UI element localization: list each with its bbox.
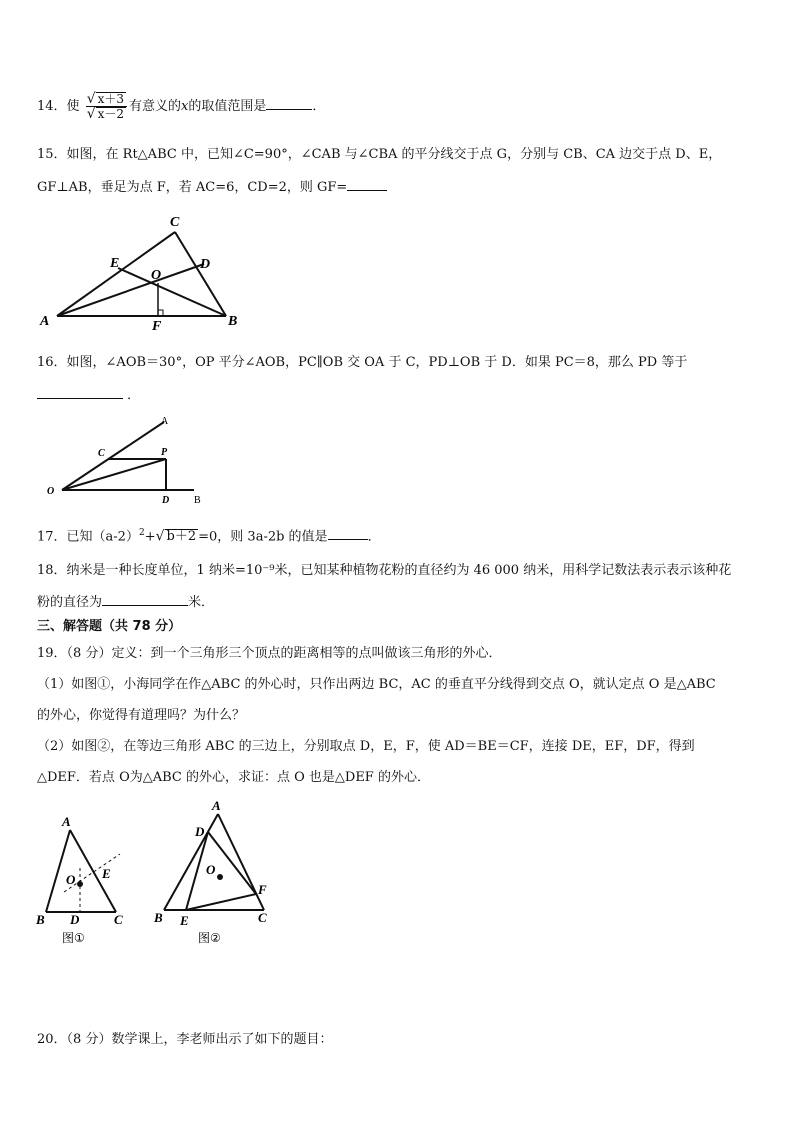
- question-20-line1: 20．（8 分）数学课上，李老师出示了如下的题目：: [37, 1032, 333, 1047]
- q16-label-d: D: [162, 495, 170, 506]
- fig2-label-f: F: [258, 882, 267, 897]
- q14-numerator: x＋3: [97, 92, 125, 106]
- question-15-line2: GF⊥AB，垂足为点 F，若 AC=6，CD=2，则 GF=: [37, 178, 387, 196]
- fig2-label-o: O: [206, 862, 216, 877]
- q14-text2: 的取值范围是: [188, 99, 267, 114]
- question-14: 14．使 $\frac{√ x+3}{√ x-2}$ 有意义的x的取值范围是 ．: [37, 91, 326, 122]
- q16-answer-blank[interactable]: [37, 386, 123, 399]
- question-17: 17．已知$(a-2)^2+√$ b＋2 =0，则 3a-2b 的值是 ．: [37, 528, 381, 545]
- section-3-heading: 三、解答题（共 78 分）: [37, 619, 182, 634]
- q15-answer-blank[interactable]: [347, 178, 387, 191]
- q15-label-b: B: [228, 314, 238, 329]
- fig2-label-d: D: [195, 824, 205, 839]
- question-18-line1: 18．纳米是一种长度单位，1 纳米=10⁻⁹米，已知某种植物花粉的直径约为 46 000 纳米，用科学记数法表示表示该种花: [37, 563, 732, 578]
- q17-exponent: 2: [138, 528, 145, 538]
- q14-text: 有意义的: [129, 99, 182, 114]
- q16-label-o: O: [47, 486, 55, 497]
- q15-label-f: F: [152, 319, 162, 334]
- q16-figure: [44, 412, 214, 507]
- fig1-label-c: C: [114, 912, 123, 927]
- q14-denominator: x－2: [97, 107, 125, 121]
- q15-label-c: C: [170, 215, 180, 230]
- q15-label-d: D: [200, 257, 211, 272]
- q14-number: 14．使: [37, 99, 80, 114]
- q16-label-b: B: [194, 495, 201, 506]
- question-19-line1: 19．（8 分）定义：到一个三角形三个顶点的距离相等的点叫做该三角形的外心．: [37, 646, 502, 661]
- fig1-caption: 图①: [62, 931, 85, 945]
- question-19-line5: △DEF．若点 O为△ABC 的外心，求证：点 O 也是△DEF 的外心．: [37, 770, 430, 785]
- q15-label-e: E: [110, 256, 120, 271]
- q18-answer-blank[interactable]: [102, 593, 188, 606]
- q15-label-o: O: [151, 268, 162, 283]
- fig2-caption: 图②: [198, 931, 221, 945]
- fig1-label-o: O: [66, 872, 76, 887]
- question-19-line4: （2）如图②，在等边三角形 ABC 的三边上，分别取点 D，E，F，使 AD＝BE＝CF，连接 DE，EF，DF，得到: [37, 739, 695, 754]
- q17-radicand: b＋2: [166, 529, 197, 545]
- q14-answer-blank[interactable]: [266, 97, 312, 110]
- fig2-label-e: E: [180, 913, 189, 928]
- q19-figure-1: [34, 812, 134, 952]
- fig1-label-b: B: [36, 912, 45, 927]
- fig2-label-a: A: [212, 798, 221, 813]
- question-18-line2: 粉的直径为 米．: [37, 595, 215, 610]
- question-15-line1: 15．如图，在 Rt△ABC 中，已知∠C=90°，∠CAB 与∠CBA 的平分线交于点 G，分别与 CB、CA 边交于点 D、E，: [37, 147, 722, 162]
- question-19-line3: 的外心，你觉得有道理吗？为什么？: [37, 708, 246, 723]
- fig1-label-e: E: [102, 866, 111, 881]
- fig1-label-d: D: [70, 912, 80, 927]
- q16-label-a: A: [161, 416, 169, 427]
- q15-figure: [36, 212, 266, 332]
- q14-var: x: [181, 99, 189, 114]
- q14-fraction: $\frac{√ x+3}{√ x-2}$: [86, 92, 127, 121]
- q17-answer-blank[interactable]: [328, 527, 368, 540]
- q19-figure-2: [150, 798, 280, 948]
- fig1-label-a: A: [62, 814, 71, 829]
- q16-label-c: C: [98, 448, 105, 459]
- question-19-line2: （1）如图①，小海同学在作△ABC 的外心时，只作出两边 BC，AC 的垂直平分线得到交点 O，就认定点 O 是△ABC: [37, 677, 716, 692]
- q16-label-p: P: [161, 447, 168, 458]
- q15-label-a: A: [40, 314, 50, 329]
- question-16-line1: 16．如图，∠AOB＝30°，OP 平分∠AOB，PC∥OB 交 OA 于 C，PD⊥OB 于 D．如果 PC＝8，那么 PD 等于: [37, 355, 688, 370]
- question-16-line2: ．: [37, 386, 140, 404]
- fig2-label-c: C: [258, 910, 267, 925]
- fig2-label-b: B: [154, 910, 163, 925]
